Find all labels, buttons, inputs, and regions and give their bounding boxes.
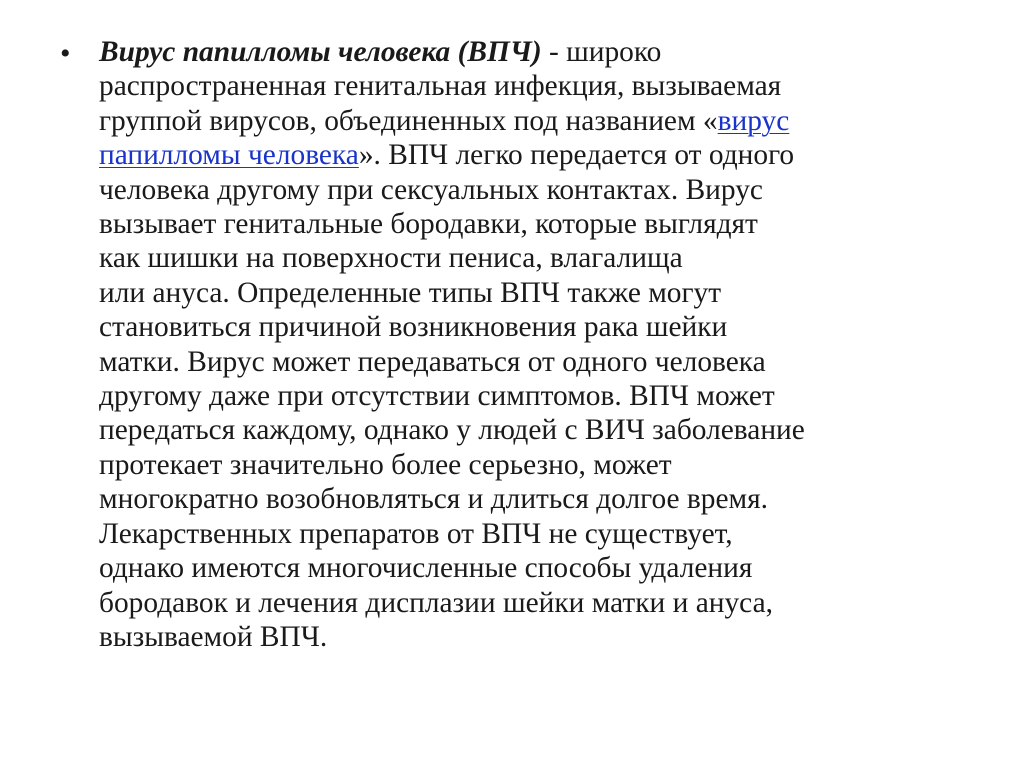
term-heading: Вирус папилломы человека (ВПЧ)	[99, 36, 542, 68]
text-line: бородавок и лечения дисплазии шейки матки и ануса,	[99, 586, 773, 619]
text-line: становиться причиной возникновения рака шейки	[99, 311, 728, 344]
hpv-link-part-2[interactable]: папилломы человека	[99, 139, 359, 172]
bullet-marker: •	[60, 37, 71, 70]
hpv-link-part-1[interactable]: вирус	[717, 104, 790, 137]
text-line: однако имеются многочисленные способы удаления	[99, 552, 753, 585]
text-line: протекает значительно более серьезно, может	[99, 448, 672, 481]
text-line: передаться каждому, однако у людей с ВИЧ заболевание	[99, 414, 805, 447]
text-line: - широко	[541, 36, 662, 68]
body-paragraph	[99, 35, 979, 654]
text-line: матки. Вирус может передаваться от одного человека	[99, 345, 766, 378]
text-line: другому даже при отсутствии симптомов. ВПЧ может	[99, 380, 775, 413]
text-line: распространенная генитальная инфекция, вызываемая	[99, 70, 782, 103]
text-line: как шишки на поверхности пениса, влагалища	[99, 242, 683, 275]
text-line: вызывает генитальные бородавки, которые выглядят	[99, 208, 758, 241]
text-line: или ануса. Определенные типы ВПЧ также могут	[99, 276, 722, 309]
text-line: группой вирусов, объединенных под названием «	[99, 104, 718, 137]
text-line: вызываемой ВПЧ.	[99, 620, 328, 653]
text-line: многократно возобновляться и длиться долгое время.	[99, 483, 768, 516]
text-line: ». ВПЧ легко передается от одного	[358, 139, 795, 172]
text-line: Лекарственных препаратов от ВПЧ не существует,	[99, 517, 733, 550]
text-line: человека другому при сексуальных контактах. Вирус	[99, 173, 763, 206]
